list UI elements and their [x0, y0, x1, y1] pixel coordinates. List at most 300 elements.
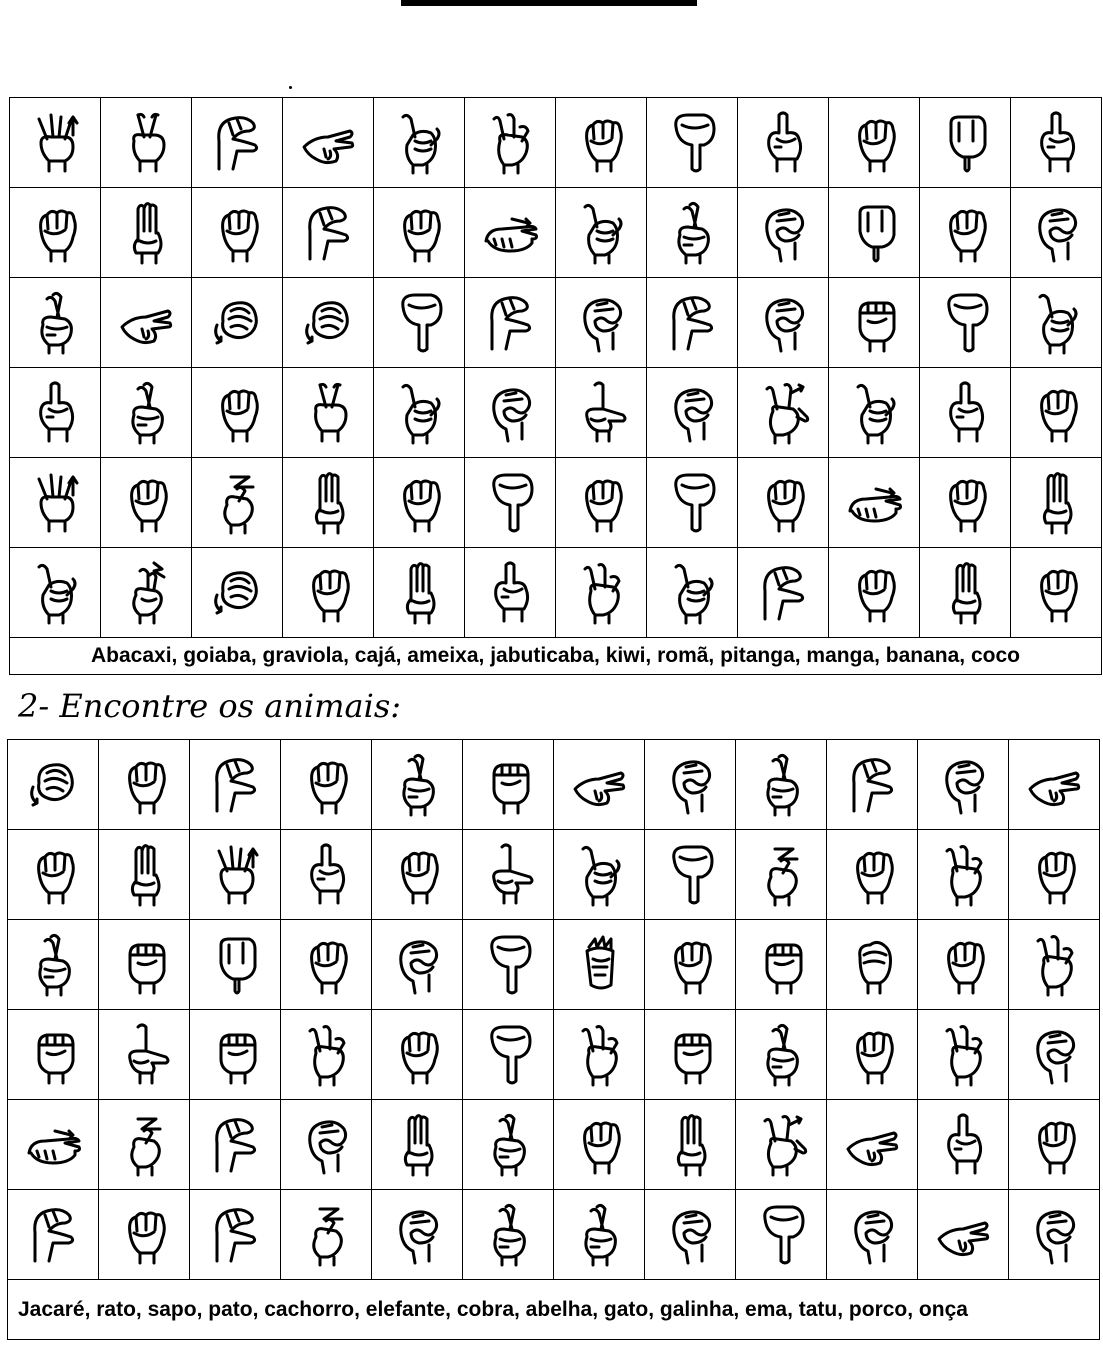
c-hand-hand-sign-icon	[844, 753, 900, 817]
fruit-grid-cell[interactable]	[101, 548, 192, 638]
animal-grid-cell[interactable]	[554, 920, 645, 1010]
fruit-grid-cell[interactable]	[829, 98, 920, 188]
point-up-hand-sign-icon	[935, 1113, 991, 1177]
point-up-hand-sign-icon	[755, 111, 811, 175]
point-up-hand-sign-icon	[1028, 111, 1084, 175]
fruit-grid-cell[interactable]	[465, 548, 556, 638]
animal-grid-cell[interactable]	[554, 1010, 645, 1100]
fruit-grid-cell[interactable]	[283, 188, 374, 278]
fist-a-hand-sign-icon	[571, 1113, 627, 1177]
animal-grid-cell[interactable]	[372, 920, 463, 1010]
fist-a-hand-sign-icon	[1026, 1113, 1082, 1177]
fruit-grid-cell[interactable]	[465, 458, 556, 548]
animal-grid-cell[interactable]	[8, 1100, 99, 1190]
fruit-grid-cell[interactable]	[374, 188, 465, 278]
animal-grid-cell[interactable]	[463, 920, 554, 1010]
y-horns-hand-sign-icon	[391, 111, 447, 175]
fruit-grid-cell[interactable]	[10, 278, 101, 368]
fruit-word-list: Abacaxi, goiaba, graviola, cajá, ameixa, jabuticaba, kiwi, romã, pitanga, manga, banana, coco	[10, 638, 1102, 675]
cross-fingers-hand-sign-icon	[480, 1113, 536, 1177]
animal-grid-cell[interactable]	[827, 740, 918, 830]
animal-grid-cell[interactable]	[827, 1190, 918, 1280]
c-hand-hand-sign-icon	[25, 1203, 81, 1267]
b-flat-hand-sign-icon	[300, 471, 356, 535]
animal-grid-cell[interactable]	[918, 920, 1009, 1010]
fist-swirl-hand-sign-icon	[300, 291, 356, 355]
fist-s-hand-sign-icon	[207, 1023, 263, 1087]
l-hand-hand-sign-icon	[480, 843, 536, 907]
fruit-grid-cell[interactable]	[647, 458, 738, 548]
c-hand-hand-sign-icon	[755, 561, 811, 625]
animal-grid-cell[interactable]	[554, 1100, 645, 1190]
fist-a-hand-sign-icon	[937, 201, 993, 265]
fruit-grid-cell[interactable]	[101, 278, 192, 368]
fruit-grid-cell[interactable]	[465, 368, 556, 458]
fruit-grid-cell[interactable]	[1011, 458, 1102, 548]
fruit-grid-cell[interactable]	[556, 278, 647, 368]
fruit-grid-cell[interactable]	[556, 98, 647, 188]
c-hand-hand-sign-icon	[207, 1203, 263, 1267]
fruit-grid-cell[interactable]	[10, 188, 101, 278]
fist-swirl-hand-sign-icon	[25, 753, 81, 817]
w-spread-arrow-hand-sign-icon	[207, 843, 263, 907]
fruit-grid-cell[interactable]	[738, 548, 829, 638]
y-horns-hand-sign-icon	[391, 381, 447, 445]
o-hand-hand-sign-icon	[664, 381, 720, 445]
animal-grid-cell[interactable]	[463, 740, 554, 830]
fruit-grid-cell[interactable]	[192, 188, 283, 278]
fruit-grid-cell[interactable]	[556, 548, 647, 638]
fruit-grid-cell[interactable]	[556, 368, 647, 458]
animal-grid-cell[interactable]	[463, 1190, 554, 1280]
animal-grid-row	[8, 1010, 1100, 1100]
o-hand-hand-sign-icon	[573, 291, 629, 355]
animal-grid-cell[interactable]	[99, 740, 190, 830]
fruit-grid-cell[interactable]	[738, 188, 829, 278]
k-sign-hand-sign-icon	[935, 1023, 991, 1087]
animal-grid-cell[interactable]	[463, 830, 554, 920]
fruit-grid-cell[interactable]	[283, 458, 374, 548]
b-flat-hand-sign-icon	[662, 1113, 718, 1177]
z-draw-hand-sign-icon	[298, 1203, 354, 1267]
point-up-hand-sign-icon	[937, 381, 993, 445]
animal-grid-cell[interactable]	[8, 1010, 99, 1100]
animal-grid-row	[8, 830, 1100, 920]
fist-swirl-hand-sign-icon	[209, 291, 265, 355]
animal-grid-cell[interactable]	[1009, 830, 1100, 920]
animal-grid-cell[interactable]	[645, 920, 736, 1010]
k-sign-hand-sign-icon	[298, 1023, 354, 1087]
animal-grid-cell[interactable]	[736, 740, 827, 830]
fruit-grid-row	[10, 188, 1102, 278]
animal-grid-cell[interactable]	[281, 830, 372, 920]
animal-grid-row	[8, 920, 1100, 1010]
c-hand-hand-sign-icon	[209, 111, 265, 175]
animal-word-list-row	[8, 1280, 1100, 1340]
fruit-grid-cell[interactable]	[1011, 548, 1102, 638]
c-hand-hand-sign-icon	[482, 291, 538, 355]
fruit-grid-cell[interactable]	[738, 278, 829, 368]
animal-grid-cell[interactable]	[99, 920, 190, 1010]
fruit-grid-cell[interactable]	[647, 98, 738, 188]
fruit-grid-cell[interactable]	[374, 548, 465, 638]
fruit-grid-cell[interactable]	[192, 368, 283, 458]
hair-touch-hand-sign-icon	[571, 933, 627, 997]
fist-a-hand-sign-icon	[1028, 381, 1084, 445]
animal-grid-cell[interactable]	[281, 1100, 372, 1190]
animal-grid-cell[interactable]	[463, 1100, 554, 1190]
point-down-hand-sign-icon	[480, 1023, 536, 1087]
fist-a-hand-sign-icon	[391, 471, 447, 535]
o-hand-hand-sign-icon	[1026, 1023, 1082, 1087]
ily-arrow-hand-sign-icon	[753, 1113, 809, 1177]
fruit-grid-cell[interactable]	[920, 188, 1011, 278]
fruit-grid-cell[interactable]	[374, 458, 465, 548]
animal-grid-cell[interactable]	[554, 740, 645, 830]
fruit-grid-cell[interactable]	[465, 278, 556, 368]
animal-grid-row	[8, 1190, 1100, 1280]
fruit-grid-cell[interactable]	[647, 278, 738, 368]
fruit-grid-cell[interactable]	[101, 368, 192, 458]
animal-grid-cell[interactable]	[645, 1100, 736, 1190]
fruit-grid-cell[interactable]	[829, 278, 920, 368]
animal-grid-cell[interactable]	[8, 740, 99, 830]
fruit-grid-cell[interactable]	[101, 188, 192, 278]
animal-grid-cell[interactable]	[736, 1190, 827, 1280]
point-down-hand-sign-icon	[664, 471, 720, 535]
exercise-2-title: 2- Encontre os animais:	[18, 687, 402, 725]
animal-grid-cell[interactable]	[372, 740, 463, 830]
y-horns-hand-sign-icon	[846, 381, 902, 445]
point-down-hand-sign-icon	[480, 933, 536, 997]
fruit-grid-cell[interactable]	[556, 188, 647, 278]
animal-grid-cell[interactable]	[827, 1100, 918, 1190]
o-hand-hand-sign-icon	[755, 291, 811, 355]
animal-grid-cell[interactable]	[190, 1100, 281, 1190]
o-hand-hand-sign-icon	[844, 1203, 900, 1267]
fist-a-hand-sign-icon	[389, 1023, 445, 1087]
fruit-grid-cell[interactable]	[283, 548, 374, 638]
fruit-grid-cell[interactable]	[829, 548, 920, 638]
animal-grid-cell[interactable]	[8, 1190, 99, 1280]
fruit-grid-cell[interactable]	[101, 98, 192, 188]
header-bar	[401, 0, 697, 6]
fruit-grid-cell[interactable]	[647, 368, 738, 458]
b-flat-hand-sign-icon	[116, 843, 172, 907]
animal-grid-cell[interactable]	[736, 920, 827, 1010]
fist-s-hand-sign-icon	[846, 291, 902, 355]
fruit-grid-cell[interactable]	[1011, 188, 1102, 278]
o-hand-hand-sign-icon	[1028, 201, 1084, 265]
o-hand-hand-sign-icon	[935, 753, 991, 817]
h-point-side-hand-sign-icon	[571, 753, 627, 817]
fruit-grid-cell[interactable]	[192, 458, 283, 548]
o-hand-hand-sign-icon	[662, 753, 718, 817]
y-horns-hand-sign-icon	[571, 843, 627, 907]
animal-grid-cell[interactable]	[190, 1190, 281, 1280]
animal-grid-cell[interactable]	[827, 830, 918, 920]
fruit-grid-cell[interactable]	[556, 458, 647, 548]
fruit-grid-cell[interactable]	[1011, 368, 1102, 458]
fist-s-hand-sign-icon	[25, 1023, 81, 1087]
animal-grid-cell[interactable]	[190, 740, 281, 830]
animal-grid-cell[interactable]	[645, 740, 736, 830]
k-sign-hand-sign-icon	[935, 843, 991, 907]
fruit-grid-cell[interactable]	[829, 188, 920, 278]
o-hand-hand-sign-icon	[389, 933, 445, 997]
fruit-grid-row	[10, 458, 1102, 548]
fruit-grid-cell[interactable]	[920, 458, 1011, 548]
animal-grid-cell[interactable]	[190, 1010, 281, 1100]
fruit-grid-cell[interactable]	[374, 278, 465, 368]
fruit-grid-cell[interactable]	[192, 98, 283, 188]
l-hand-hand-sign-icon	[116, 1023, 172, 1087]
animal-grid-cell[interactable]	[1009, 1190, 1100, 1280]
animal-grid-cell[interactable]	[1009, 920, 1100, 1010]
fist-down-hand-sign-icon	[846, 201, 902, 265]
y-horns-hand-sign-icon	[27, 561, 83, 625]
animal-grid-cell[interactable]	[1009, 1100, 1100, 1190]
animal-sign-grid	[7, 739, 1100, 1340]
stray-dot	[289, 86, 292, 89]
fist-a-hand-sign-icon	[844, 843, 900, 907]
k-sign-hand-sign-icon	[1026, 933, 1082, 997]
animal-grid-cell[interactable]	[99, 1010, 190, 1100]
z-draw-hand-sign-icon	[753, 843, 809, 907]
fruit-grid-cell[interactable]	[101, 458, 192, 548]
fist-a-hand-sign-icon	[1028, 561, 1084, 625]
cross-fingers-hand-sign-icon	[27, 291, 83, 355]
fruit-grid-cell[interactable]	[192, 548, 283, 638]
c-hand-hand-sign-icon	[664, 291, 720, 355]
animal-grid-cell[interactable]	[372, 830, 463, 920]
fruit-grid-row	[10, 278, 1102, 368]
b-flat-hand-sign-icon	[391, 561, 447, 625]
cross-fingers-hand-sign-icon	[753, 753, 809, 817]
fist-a-hand-sign-icon	[209, 201, 265, 265]
fist-s-hand-sign-icon	[662, 1023, 718, 1087]
y-horns-hand-sign-icon	[1028, 291, 1084, 355]
cross-fingers-hand-sign-icon	[664, 201, 720, 265]
fruit-grid-cell[interactable]	[374, 368, 465, 458]
fruit-grid-cell[interactable]	[647, 188, 738, 278]
animal-grid-cell[interactable]	[736, 830, 827, 920]
animal-grid-cell[interactable]	[281, 1190, 372, 1280]
animal-grid-cell[interactable]	[736, 1010, 827, 1100]
animal-grid-cell[interactable]	[827, 1010, 918, 1100]
fruit-grid-row	[10, 98, 1102, 188]
fruit-sign-grid	[9, 97, 1102, 675]
animal-grid-cell[interactable]	[918, 1190, 1009, 1280]
fist-a-hand-sign-icon	[846, 111, 902, 175]
fist-e-hand-sign-icon	[844, 933, 900, 997]
fruit-grid-cell[interactable]	[10, 548, 101, 638]
fist-a-hand-sign-icon	[389, 843, 445, 907]
animal-grid-cell[interactable]	[372, 1100, 463, 1190]
point-down-hand-sign-icon	[391, 291, 447, 355]
animal-grid-row	[8, 740, 1100, 830]
h-point-side-hand-sign-icon	[300, 111, 356, 175]
fist-a-hand-sign-icon	[116, 753, 172, 817]
animal-grid-cell[interactable]	[190, 920, 281, 1010]
k-sign-hand-sign-icon	[573, 561, 629, 625]
v-sign-hand-sign-icon	[118, 111, 174, 175]
point-down-hand-sign-icon	[662, 843, 718, 907]
fist-s-hand-sign-icon	[480, 753, 536, 817]
animal-grid-cell[interactable]	[281, 920, 372, 1010]
animal-grid-cell[interactable]	[1009, 1010, 1100, 1100]
fruit-word-list-row	[10, 638, 1102, 675]
fruit-grid-cell[interactable]	[647, 548, 738, 638]
point-up-hand-sign-icon	[298, 843, 354, 907]
fruit-grid-cell[interactable]	[920, 368, 1011, 458]
fist-s-hand-sign-icon	[116, 933, 172, 997]
fruit-grid-cell[interactable]	[1011, 278, 1102, 368]
fruit-grid-cell[interactable]	[10, 98, 101, 188]
fruit-grid-cell[interactable]	[465, 98, 556, 188]
animal-grid-cell[interactable]	[645, 1190, 736, 1280]
o-hand-hand-sign-icon	[482, 381, 538, 445]
k-sign-hand-sign-icon	[571, 1023, 627, 1087]
c-hand-hand-sign-icon	[300, 201, 356, 265]
fist-a-hand-sign-icon	[209, 381, 265, 445]
point-down-hand-sign-icon	[664, 111, 720, 175]
cross-fingers-hand-sign-icon	[25, 933, 81, 997]
animal-grid-cell[interactable]	[372, 1010, 463, 1100]
animal-grid-cell[interactable]	[1009, 740, 1100, 830]
fist-a-hand-sign-icon	[573, 471, 629, 535]
fist-a-hand-sign-icon	[935, 933, 991, 997]
fruit-grid-cell[interactable]	[283, 278, 374, 368]
animal-grid-cell[interactable]	[8, 920, 99, 1010]
cross-fingers-hand-sign-icon	[753, 1023, 809, 1087]
fruit-grid-cell[interactable]	[920, 98, 1011, 188]
cross-fingers-hand-sign-icon	[571, 1203, 627, 1267]
o-hand-hand-sign-icon	[1026, 1203, 1082, 1267]
fruit-grid-cell[interactable]	[738, 98, 829, 188]
h-point-side-hand-sign-icon	[935, 1203, 991, 1267]
animal-grid-cell[interactable]	[645, 830, 736, 920]
fist-a-hand-sign-icon	[27, 201, 83, 265]
b-flat-hand-sign-icon	[118, 201, 174, 265]
c-hand-hand-sign-icon	[207, 753, 263, 817]
fist-a-hand-sign-icon	[116, 1203, 172, 1267]
animal-grid-cell[interactable]	[190, 830, 281, 920]
fist-a-hand-sign-icon	[298, 753, 354, 817]
fruit-grid-cell[interactable]	[283, 98, 374, 188]
animal-grid-cell[interactable]	[554, 1190, 645, 1280]
w-spread-arrow-hand-sign-icon	[27, 111, 83, 175]
b-flat-hand-sign-icon	[1028, 471, 1084, 535]
fruit-grid-cell[interactable]	[10, 458, 101, 548]
fist-a-hand-sign-icon	[573, 111, 629, 175]
fruit-grid-cell[interactable]	[283, 368, 374, 458]
l-hand-hand-sign-icon	[573, 381, 629, 445]
g-side-hand-sign-icon	[482, 201, 538, 265]
o-hand-hand-sign-icon	[755, 201, 811, 265]
fruit-grid-cell[interactable]	[465, 188, 556, 278]
w-spread-arrow-hand-sign-icon	[27, 471, 83, 535]
animal-grid-cell[interactable]	[8, 830, 99, 920]
v-sign-hand-sign-icon	[300, 381, 356, 445]
y-horns-hand-sign-icon	[573, 201, 629, 265]
point-down-hand-sign-icon	[937, 291, 993, 355]
point-down-hand-sign-icon	[753, 1203, 809, 1267]
fruit-grid-cell[interactable]	[829, 458, 920, 548]
fruit-grid-cell[interactable]	[738, 368, 829, 458]
fruit-grid-cell[interactable]	[1011, 98, 1102, 188]
fist-a-hand-sign-icon	[755, 471, 811, 535]
h-point-side-hand-sign-icon	[844, 1113, 900, 1177]
fruit-grid-cell[interactable]	[738, 458, 829, 548]
fist-a-hand-sign-icon	[846, 561, 902, 625]
fist-a-hand-sign-icon	[118, 471, 174, 535]
animal-grid-cell[interactable]	[372, 1190, 463, 1280]
h-point-side-hand-sign-icon	[118, 291, 174, 355]
fist-a-hand-sign-icon	[844, 1023, 900, 1087]
o-hand-hand-sign-icon	[298, 1113, 354, 1177]
animal-grid-cell[interactable]	[281, 740, 372, 830]
z-draw-hand-sign-icon	[209, 471, 265, 535]
b-flat-hand-sign-icon	[937, 561, 993, 625]
fruit-grid-cell[interactable]	[374, 98, 465, 188]
fruit-grid-cell[interactable]	[920, 548, 1011, 638]
animal-word-list: Jacaré, rato, sapo, pato, cachorro, elefante, cobra, abelha, gato, galinha, ema, tatu, porco, onça	[8, 1280, 1100, 1340]
animal-grid-cell[interactable]	[736, 1100, 827, 1190]
g-side-hand-sign-icon	[846, 471, 902, 535]
fist-down-hand-sign-icon	[937, 111, 993, 175]
point-up-hand-sign-icon	[482, 561, 538, 625]
animal-grid-row	[8, 1100, 1100, 1190]
j-zig-hand-sign-icon	[118, 561, 174, 625]
animal-grid-cell[interactable]	[918, 1100, 1009, 1190]
animal-grid-cell[interactable]	[281, 1010, 372, 1100]
k-sign-hand-sign-icon	[482, 111, 538, 175]
y-horns-hand-sign-icon	[664, 561, 720, 625]
o-hand-hand-sign-icon	[662, 1203, 718, 1267]
fruit-grid-cell[interactable]	[10, 368, 101, 458]
fruit-grid-cell[interactable]	[192, 278, 283, 368]
fist-swirl-hand-sign-icon	[209, 561, 265, 625]
fist-a-hand-sign-icon	[298, 933, 354, 997]
fist-a-hand-sign-icon	[391, 201, 447, 265]
b-flat-hand-sign-icon	[389, 1113, 445, 1177]
cross-fingers-hand-sign-icon	[389, 753, 445, 817]
fruit-grid-row	[10, 548, 1102, 638]
fist-a-hand-sign-icon	[300, 561, 356, 625]
animal-grid-cell[interactable]	[463, 1010, 554, 1100]
animal-grid-cell[interactable]	[918, 1010, 1009, 1100]
animal-grid-cell[interactable]	[554, 830, 645, 920]
point-up-hand-sign-icon	[27, 381, 83, 445]
ily-arrow-hand-sign-icon	[755, 381, 811, 445]
animal-grid-cell[interactable]	[827, 920, 918, 1010]
o-hand-hand-sign-icon	[389, 1203, 445, 1267]
animal-grid-cell[interactable]	[918, 740, 1009, 830]
g-side-hand-sign-icon	[25, 1113, 81, 1177]
animal-grid-cell[interactable]	[918, 830, 1009, 920]
fist-a-hand-sign-icon	[937, 471, 993, 535]
animal-grid-cell[interactable]	[99, 830, 190, 920]
point-down-hand-sign-icon	[482, 471, 538, 535]
fruit-grid-cell[interactable]	[920, 278, 1011, 368]
animal-grid-cell[interactable]	[645, 1010, 736, 1100]
animal-grid-cell[interactable]	[99, 1190, 190, 1280]
c-hand-hand-sign-icon	[207, 1113, 263, 1177]
fruit-grid-cell[interactable]	[829, 368, 920, 458]
animal-grid-cell[interactable]	[99, 1100, 190, 1190]
fist-a-hand-sign-icon	[1026, 843, 1082, 907]
